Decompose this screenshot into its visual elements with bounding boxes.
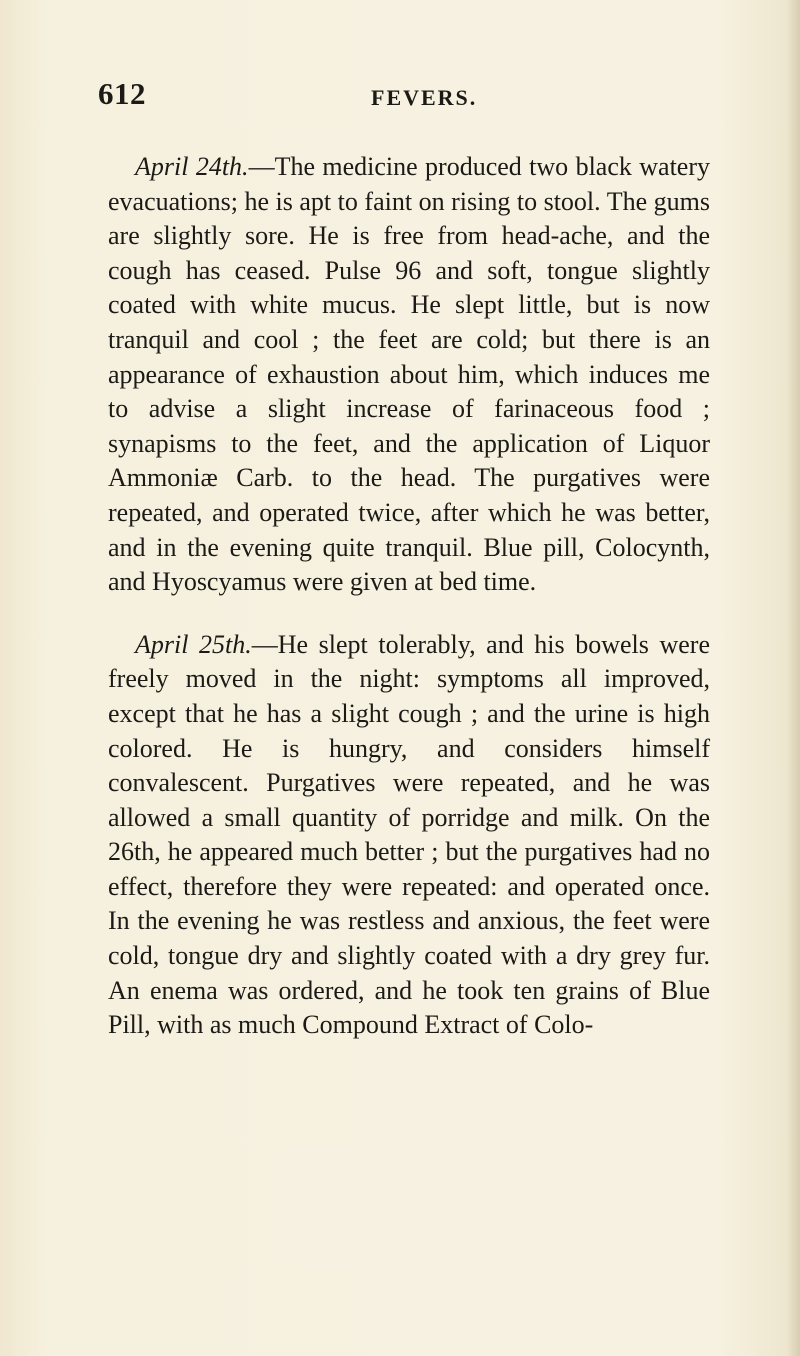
entry-date: April 24th.	[135, 152, 249, 181]
paragraph-april-25	[108, 628, 710, 1043]
page-header	[98, 76, 698, 116]
running-head: FEVERS.	[371, 85, 478, 110]
entry-date: April 25th.	[135, 629, 252, 659]
page-number: 612	[98, 76, 146, 111]
body-text	[108, 150, 710, 1043]
page-edge-shadow	[786, 0, 800, 1356]
entry-text: —He slept tolerably, and his bowels were freely moved in the night: symptoms all improved, except that he has a slight cough ; and the urine is high colored. He is hungry, and considers himself convalescent. Purgatives were repeated, and he was allowed a small quantity of porridge and milk. On the 26th, he appeared much better ; but the purgatives had no effect, therefore they were repeated: and operated once. In the evening he was restless and anxious, the feet were cold, tongue dry and slightly coated with a dry grey fur. An enema was ordered, and he took ten grains of Blue Pill, with as much Compound Extract of Colo-	[108, 629, 710, 1040]
paragraph-april-24	[108, 150, 710, 600]
entry-text: —The medicine produced two black watery evacuations; he is apt to faint on rising to stool. The gums are slightly sore. He is free from head-ache, and the cough has ceased. Pulse 96 and soft, tongue slightly coated with white mucus. He slept little, but is now tranquil and cool ; the feet are cold; but there is an appearance of exhaustion about him, which induces me to advise a slight increase of farinaceous food ; synapisms to the feet, and the application of Liquor Ammoniæ Carb. to the head. The purgatives were repeated, and operated twice, after which he was better, and in the evening quite tranquil. Blue pill, Colocynth, and Hyoscyamus were given at bed time.	[108, 152, 710, 597]
